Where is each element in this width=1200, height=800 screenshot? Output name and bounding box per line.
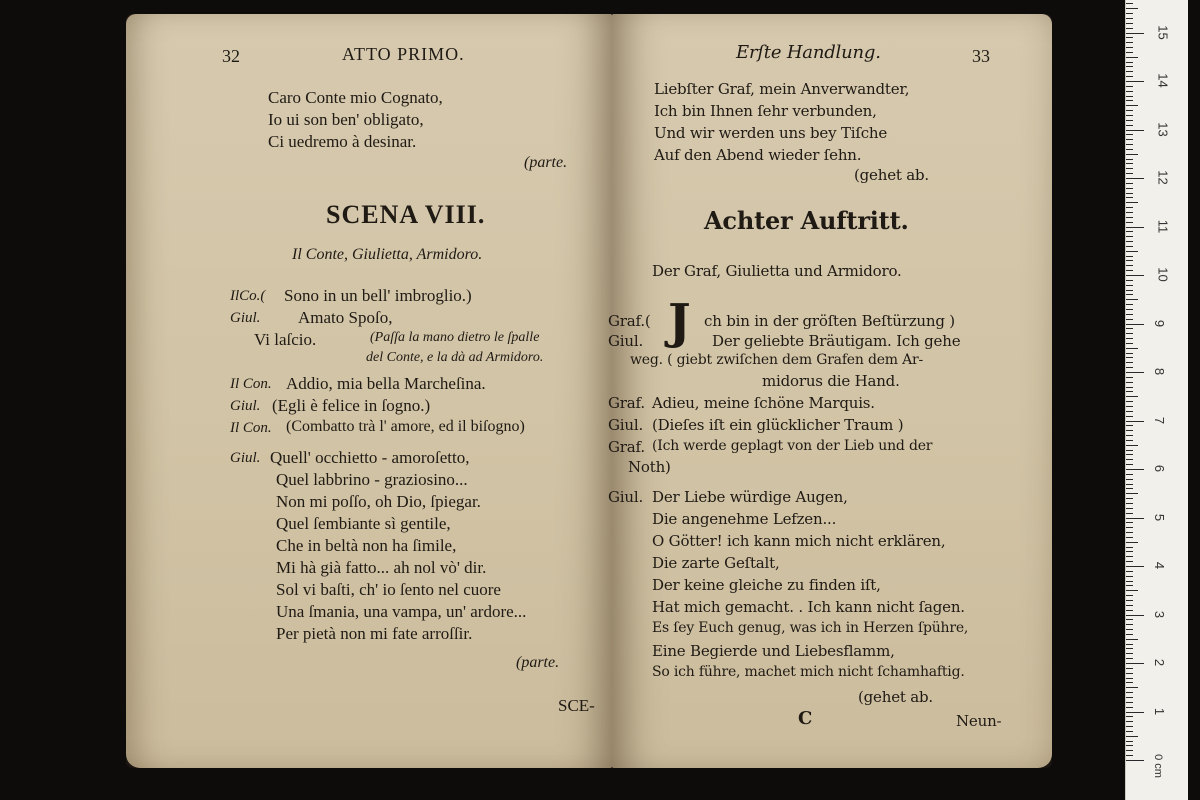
ruler-tick	[1126, 18, 1133, 19]
ruler-tick	[1126, 328, 1133, 329]
ruler-tick	[1126, 71, 1133, 72]
ruler-tick	[1126, 154, 1138, 155]
ruler-tick	[1126, 241, 1133, 242]
left-dialogue-6: (Combatto trà l' amore, ed il biſogno)	[286, 418, 525, 435]
ruler-tick	[1126, 474, 1133, 475]
left-exit-2: (parte.	[516, 654, 560, 671]
ruler-tick	[1126, 134, 1133, 135]
right-page-header: Erſte Handlung.	[736, 42, 881, 63]
ruler-tick	[1126, 188, 1133, 189]
ruler-tick	[1126, 566, 1144, 567]
ruler-tick	[1126, 66, 1133, 67]
ruler-tick	[1126, 290, 1133, 291]
ruler-number: 12	[1155, 170, 1171, 185]
ruler-tick	[1126, 576, 1133, 577]
ruler-tick	[1126, 256, 1133, 257]
right-aria-9: So ich führe, machet mich nicht ſchamhaftig.	[652, 664, 965, 680]
ruler-tick	[1126, 348, 1138, 349]
ruler-tick	[1126, 435, 1133, 436]
left-dialogue-5: (Egli è felice in ſogno.)	[272, 396, 431, 415]
ruler-tick	[1126, 551, 1133, 552]
ruler-tick	[1126, 678, 1133, 679]
right-page-number: 33	[972, 46, 990, 66]
left-line-3: Ci uedremo à desinar.	[268, 132, 417, 151]
ruler-tick	[1126, 193, 1133, 194]
ruler-tick	[1126, 527, 1133, 528]
ruler-tick	[1126, 721, 1133, 722]
ruler-number: 7	[1152, 416, 1168, 424]
ruler-tick	[1126, 493, 1138, 494]
ruler-tick	[1126, 391, 1133, 392]
ruler-tick	[1126, 479, 1133, 480]
ruler-tick	[1126, 445, 1138, 446]
ruler-tick	[1126, 280, 1133, 281]
left-aria-speaker: Giul.	[230, 450, 261, 466]
ruler-tick	[1126, 547, 1133, 548]
ruler-tick	[1126, 110, 1133, 111]
ruler-tick	[1126, 91, 1133, 92]
ruler-tick	[1126, 760, 1144, 761]
left-line-1: Caro Conte mio Cognato,	[268, 88, 443, 107]
ruler-tick	[1126, 726, 1133, 727]
left-stage-direction-1: (Paſſa la mano dietro le ſpalle	[370, 330, 540, 345]
ruler-tick	[1126, 275, 1144, 276]
ruler-tick	[1126, 8, 1138, 9]
right-line-1: Liebſter Graf, mein Anverwandter,	[654, 80, 910, 98]
right-aria-7: Es ſey Euch genug, was ich in Herzen ſpühre,	[652, 620, 969, 636]
ruler-tick	[1126, 115, 1133, 116]
left-dialogue-2: Amato Spoſo,	[298, 308, 393, 327]
right-speaker-5: Graf.	[608, 394, 645, 412]
ruler-number: 15	[1155, 24, 1171, 40]
right-line-4: Auf den Abend wieder ſehn.	[654, 146, 862, 164]
ruler-tick	[1126, 668, 1133, 669]
ruler-tick	[1126, 168, 1133, 169]
ruler-tick	[1126, 425, 1133, 426]
ruler-tick	[1126, 52, 1133, 53]
ruler-tick	[1126, 416, 1133, 417]
ruler-tick	[1126, 464, 1133, 465]
ruler-tick	[1126, 149, 1133, 150]
ruler-tick	[1126, 619, 1133, 620]
left-dialogue-1: Sono in un bell' imbroglio.)	[284, 286, 472, 305]
ruler-number: 4	[1152, 561, 1168, 570]
ruler-number: 6	[1152, 464, 1168, 473]
left-scene-title: SCENA VIII.	[326, 200, 486, 229]
ruler-tick	[1126, 144, 1133, 145]
ruler-tick	[1126, 319, 1133, 320]
ruler-tick	[1126, 338, 1133, 339]
ruler-tick	[1126, 629, 1133, 630]
ruler-tick	[1126, 687, 1138, 688]
ruler-tick	[1126, 411, 1133, 412]
ruler-tick	[1126, 125, 1133, 126]
left-speaker-5: Giul.	[230, 398, 261, 414]
ruler-tick	[1126, 508, 1133, 509]
ruler-tick	[1126, 484, 1133, 485]
right-aria-3: O Götter! ich kann mich nicht erklären,	[652, 532, 946, 550]
ruler-tick	[1126, 231, 1133, 232]
ruler-number: 9	[1152, 319, 1168, 327]
ruler-tick	[1126, 202, 1138, 203]
right-aria-5: Der keine gleiche zu finden iſt,	[652, 576, 881, 594]
ruler-unit-label: 0 cm	[1151, 754, 1164, 778]
ruler-tick	[1126, 682, 1133, 683]
ruler-tick	[1126, 76, 1133, 77]
ruler-tick	[1126, 556, 1133, 557]
right-aria-2: Die angenehme Lefzen...	[652, 510, 837, 528]
ruler-tick	[1126, 86, 1133, 87]
ruler-tick	[1126, 382, 1133, 383]
ruler-tick	[1126, 183, 1133, 184]
ruler-tick	[1126, 692, 1133, 693]
right-speaker-7: Graf.	[608, 438, 645, 456]
ruler-tick	[1126, 159, 1133, 160]
ruler-number: 10	[1155, 267, 1171, 282]
ruler-tick	[1126, 270, 1133, 271]
ruler-tick	[1126, 673, 1133, 674]
ruler-tick	[1126, 62, 1133, 63]
right-dialogue-3: weg. ( giebt zwiſchen dem Grafen dem Ar-	[630, 352, 924, 368]
ruler-tick	[1126, 372, 1144, 373]
ruler-tick	[1126, 581, 1133, 582]
right-characters: Der Graf, Giulietta und Armidoro.	[652, 262, 902, 280]
ruler-number: 8	[1152, 367, 1168, 376]
left-aria-5: Che in beltà non ha ſimile,	[276, 536, 457, 555]
ruler-tick	[1126, 454, 1133, 455]
ruler-tick	[1126, 731, 1133, 732]
ruler-tick	[1126, 236, 1133, 237]
ruler-tick	[1126, 260, 1133, 261]
ruler-tick	[1126, 605, 1133, 606]
ruler-tick	[1126, 736, 1138, 737]
right-dialogue-2: Der geliebte Bräutigam. Ich gehe	[712, 332, 961, 350]
right-aria-speaker: Giul.	[608, 488, 644, 506]
ruler-tick	[1126, 663, 1144, 664]
ruler-tick	[1126, 3, 1133, 4]
ruler-tick	[1126, 653, 1133, 654]
left-stage-direction-2: del Conte, e la dà ad Armidoro.	[366, 350, 544, 365]
drop-cap: J	[668, 294, 691, 350]
ruler-tick	[1126, 430, 1133, 431]
ruler-tick	[1126, 716, 1133, 717]
ruler-tick	[1126, 333, 1133, 334]
ruler-tick	[1126, 542, 1138, 543]
ruler-tick	[1126, 212, 1133, 213]
ruler-tick	[1126, 610, 1133, 611]
ruler-tick	[1126, 712, 1144, 713]
left-aria-4: Quel ſembiante sì gentile,	[276, 514, 451, 533]
ruler-tick	[1126, 469, 1144, 470]
ruler-tick	[1126, 139, 1133, 140]
ruler-tick	[1126, 197, 1133, 198]
left-dialogue-3: Vi laſcio.	[254, 330, 317, 349]
ruler-tick	[1126, 745, 1133, 746]
ruler-tick	[1126, 561, 1133, 562]
ruler-tick	[1126, 130, 1144, 131]
ruler-tick	[1126, 343, 1133, 344]
ruler-number: 14	[1155, 73, 1171, 88]
ruler-tick	[1126, 57, 1138, 58]
signature-mark: C	[798, 708, 813, 729]
ruler-tick	[1126, 377, 1133, 378]
left-characters: Il Conte, Giulietta, Armidoro.	[292, 246, 483, 263]
left-speaker-1: IlCo.(	[230, 288, 266, 304]
left-speaker-4: Il Con.	[230, 376, 272, 392]
ruler-tick	[1126, 23, 1133, 24]
ruler-tick	[1126, 571, 1133, 572]
ruler-tick	[1126, 459, 1133, 460]
ruler-tick	[1126, 624, 1133, 625]
ruler-tick	[1126, 309, 1133, 310]
ruler-tick	[1126, 595, 1133, 596]
left-aria-9: Per pietà non mi fate arroſſir.	[276, 624, 473, 643]
ruler-tick	[1126, 105, 1138, 106]
left-aria-6: Mi hà già fatto... ah nol vò' dir.	[276, 558, 487, 577]
ruler-number: 13	[1155, 121, 1171, 137]
ruler-tick	[1126, 387, 1133, 388]
ruler-tick	[1126, 178, 1144, 179]
left-aria-3: Non mi poſſo, oh Dio, ſpiegar.	[276, 492, 481, 511]
right-aria-6: Hat mich gemacht. . Ich kann nicht ſagen.	[652, 598, 965, 616]
left-speaker-6: Il Con.	[230, 420, 272, 436]
right-speaker-2: Giul.	[608, 332, 644, 350]
right-speaker-6: Giul.	[608, 416, 644, 434]
right-speaker-1: Graf.(	[608, 312, 651, 330]
ruler-tick	[1126, 615, 1144, 616]
ruler-tick	[1126, 401, 1133, 402]
ruler-tick	[1126, 285, 1133, 286]
right-line-2: Ich bin Ihnen ſehr verbunden,	[654, 102, 877, 120]
left-dialogue-4: Addio, mia bella Marcheſina.	[286, 374, 486, 393]
ruler-tick	[1126, 644, 1133, 645]
ruler-tick	[1126, 600, 1133, 601]
ruler-tick	[1126, 246, 1133, 247]
ruler-tick	[1126, 251, 1138, 252]
measuring-ruler	[1125, 0, 1188, 800]
right-catchword: Neun-	[956, 712, 1002, 730]
right-aria-4: Die zarte Geſtalt,	[652, 554, 780, 572]
ruler-tick	[1126, 294, 1133, 295]
ruler-tick	[1126, 163, 1133, 164]
ruler-tick	[1126, 658, 1133, 659]
right-dialogue-8: Noth)	[628, 458, 671, 476]
right-dialogue-1: ch bin in der gröſten Beſtürzung )	[704, 312, 955, 330]
ruler-tick	[1126, 590, 1138, 591]
ruler-tick	[1126, 440, 1133, 441]
right-exit-2: (gehet ab.	[858, 688, 933, 706]
ruler-tick	[1126, 421, 1144, 422]
ruler-tick	[1126, 222, 1133, 223]
right-aria-8: Eine Begierde und Liebesflamm,	[652, 642, 895, 660]
ruler-tick	[1126, 81, 1144, 82]
ruler-number: 5	[1152, 513, 1168, 521]
ruler-tick	[1126, 357, 1133, 358]
ruler-tick	[1126, 120, 1133, 121]
ruler-tick	[1126, 498, 1133, 499]
ruler-tick	[1126, 707, 1133, 708]
ruler-tick	[1126, 227, 1144, 228]
ruler-tick	[1126, 353, 1133, 354]
left-aria-2: Quel labbrino - graziosino...	[276, 470, 468, 489]
left-line-2: Io ui son ben' obligato,	[268, 110, 424, 129]
ruler-tick	[1126, 42, 1133, 43]
ruler-tick	[1126, 648, 1133, 649]
left-page-number: 32	[222, 46, 240, 66]
ruler-tick	[1126, 741, 1133, 742]
ruler-tick	[1126, 304, 1133, 305]
right-dialogue-4: midorus die Hand.	[762, 372, 900, 390]
left-aria-8: Una ſmania, una vampa, un' ardore...	[276, 602, 527, 621]
ruler-tick	[1126, 488, 1133, 489]
ruler-tick	[1126, 532, 1133, 533]
right-dialogue-5: Adieu, meine ſchöne Marquis.	[652, 394, 875, 412]
ruler-tick	[1126, 503, 1133, 504]
ruler-tick	[1126, 396, 1138, 397]
left-speaker-2: Giul.	[230, 310, 261, 326]
ruler-tick	[1126, 173, 1133, 174]
left-exit-1: (parte.	[524, 154, 568, 171]
ruler-tick	[1126, 96, 1133, 97]
ruler-tick	[1126, 265, 1133, 266]
left-aria-1: Quell' occhietto - amoroſetto,	[270, 448, 470, 467]
ruler-tick	[1126, 518, 1144, 519]
ruler-tick	[1126, 100, 1133, 101]
ruler-tick	[1126, 314, 1133, 315]
left-catchword: SCE-	[558, 696, 595, 715]
right-aria-1: Der Liebe würdige Augen,	[652, 488, 848, 506]
ruler-tick	[1126, 450, 1133, 451]
right-exit-1: (gehet ab.	[854, 166, 929, 184]
ruler-tick	[1126, 299, 1138, 300]
ruler-tick	[1126, 324, 1144, 325]
ruler-tick	[1126, 37, 1133, 38]
right-dialogue-7: (Ich werde geplagt von der Lieb und der	[652, 438, 933, 454]
ruler-tick	[1126, 585, 1133, 586]
right-line-3: Und wir werden uns bey Tiſche	[654, 124, 888, 142]
ruler-tick	[1126, 634, 1133, 635]
right-scene-title: Achter Auftritt.	[704, 206, 909, 235]
ruler-tick	[1126, 28, 1133, 29]
ruler-number: 1	[1152, 707, 1168, 715]
right-page	[608, 14, 1052, 768]
ruler-tick	[1126, 406, 1133, 407]
ruler-tick	[1126, 639, 1138, 640]
open-book	[126, 14, 1052, 768]
ruler-tick	[1126, 750, 1133, 751]
ruler-tick	[1126, 522, 1133, 523]
ruler-tick	[1126, 47, 1133, 48]
ruler-number: 3	[1152, 610, 1168, 618]
ruler-tick	[1126, 217, 1133, 218]
ruler-tick	[1126, 13, 1133, 14]
ruler-tick	[1126, 697, 1133, 698]
left-aria-7: Sol vi baſti, ch' io ſento nel cuore	[276, 580, 501, 599]
ruler-tick	[1126, 755, 1133, 756]
ruler-tick	[1126, 537, 1133, 538]
ruler-number: 2	[1152, 658, 1168, 667]
ruler-tick	[1126, 702, 1133, 703]
left-page-header: ATTO PRIMO.	[342, 44, 465, 64]
ruler-number: 11	[1155, 219, 1171, 233]
ruler-tick	[1126, 367, 1133, 368]
ruler-tick	[1126, 207, 1133, 208]
right-dialogue-6: (Dieſes iſt ein glücklicher Traum )	[652, 416, 904, 434]
ruler-tick	[1126, 362, 1133, 363]
left-page	[126, 14, 612, 768]
ruler-tick	[1126, 513, 1133, 514]
ruler-tick	[1126, 33, 1144, 34]
